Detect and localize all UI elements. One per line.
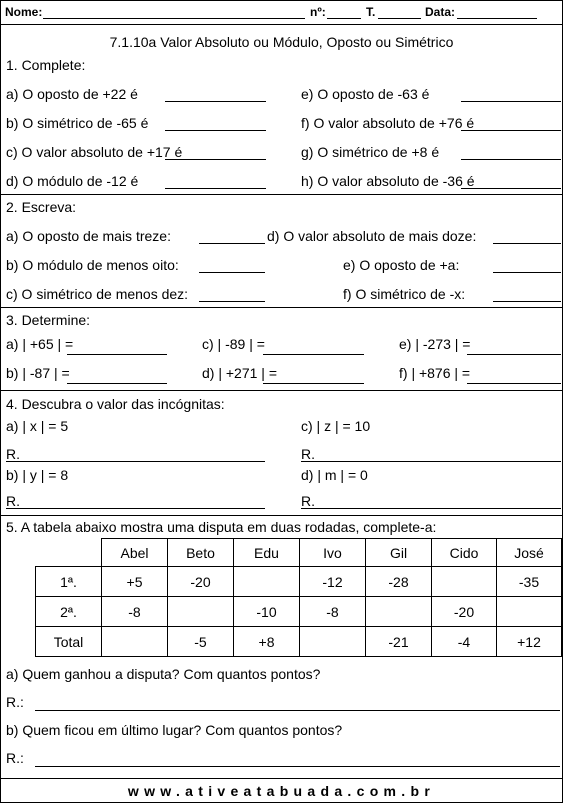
answer-line-a[interactable] [35,710,560,711]
class-label: T. [366,5,376,19]
table-cell[interactable] [366,597,432,627]
s1-answer-c[interactable] [165,159,266,160]
s4-answer-b[interactable] [6,508,265,509]
s3-answer-b[interactable] [67,383,167,384]
s3-item-e: e) | -273 | = [399,336,471,352]
section2-heading: 2. Escreva: [6,199,77,215]
s3-answer-a[interactable] [67,354,167,355]
footer-website: www.ativeatabuada.com.br [127,783,436,799]
s3-item-a: a) | +65 | = [6,336,74,352]
s1-item-e: e) O oposto de -63 é [301,86,430,102]
s3-item-b: b) | -87 | = [6,365,70,381]
s4-answer-c[interactable] [301,461,561,462]
name-label: Nome: [5,5,43,19]
section-divider [1,194,562,195]
s2-item-d: d) O valor absoluto de mais doze: [267,228,477,244]
s2-item-c: c) O simétrico de menos dez: [6,286,189,302]
table-header-cell: Gil [366,539,432,567]
s1-answer-a[interactable] [165,101,266,102]
s2-answer-b[interactable] [199,272,265,273]
table-cell[interactable]: -20 [432,597,497,627]
s3-answer-e[interactable] [467,354,561,355]
s1-answer-b[interactable] [165,130,266,131]
page-title: 7.1.10a Valor Absoluto ou Módulo, Oposto ou Simétrico [109,34,454,50]
table-header-cell: José [497,539,562,567]
s1-answer-d[interactable] [165,188,266,189]
s2-answer-f[interactable] [493,301,561,302]
s4-item-c: c) | z | = 10 [301,418,371,434]
table-cell[interactable] [497,597,562,627]
s3-answer-f[interactable] [467,383,561,384]
table-cell[interactable] [234,567,300,597]
s1-answer-f[interactable] [461,130,561,131]
s4-answer-label-b: R. [6,493,20,509]
s2-answer-e[interactable] [493,272,561,273]
s2-item-f: f) O simétrico de -x: [343,286,466,302]
section-divider [1,390,562,391]
s4-answer-a[interactable] [6,461,265,462]
s1-item-c: c) O valor absoluto de +17 é [6,144,183,160]
class-field[interactable] [378,18,421,19]
table-cell[interactable] [102,627,168,657]
s4-item-d: d) | m | = 0 [301,467,368,483]
table-cell[interactable]: -4 [432,627,497,657]
s3-item-d: d) | +271 | = [202,365,277,381]
table-cell[interactable]: -35 [497,567,562,597]
table-cell[interactable]: +12 [497,627,562,657]
section3-heading: 3. Determine: [6,312,91,328]
table-cell[interactable]: -20 [168,567,234,597]
table-corner [36,539,102,567]
question-b: b) Quem ficou em último lugar? Com quantos pontos? [6,722,343,738]
s1-answer-h[interactable] [461,188,561,189]
table-cell[interactable]: -8 [102,597,168,627]
table-cell[interactable] [168,597,234,627]
header-divider [1,24,562,25]
table-header-cell: Abel [102,539,168,567]
table-cell[interactable]: -8 [300,597,366,627]
name-field[interactable] [43,18,305,19]
section5-heading: 5. A tabela abaixo mostra uma disputa em duas rodadas, complete-a: [6,519,437,535]
s2-item-e: e) O oposto de +a: [343,257,460,273]
table-cell[interactable]: +5 [102,567,168,597]
table-cell[interactable]: -28 [366,567,432,597]
question-a: a) Quem ganhou a disputa? Com quantos pontos? [6,666,321,682]
answer-line-b[interactable] [35,766,560,767]
table-header-cell: Cido [432,539,497,567]
number-label: nº: [310,5,326,19]
s4-item-a: a) | x | = 5 [6,418,69,434]
table-row-label: 2ª. [36,597,102,627]
s4-answer-label-d: R. [301,493,315,509]
s2-item-a: a) O oposto de mais treze: [6,228,171,244]
answer-label-a: R.: [6,694,24,710]
table-header-cell: Beto [168,539,234,567]
table-header-row [36,539,562,567]
answer-label-b: R.: [6,750,24,766]
table-cell[interactable]: -21 [366,627,432,657]
section4-heading: 4. Descubra o valor das incógnitas: [6,396,225,412]
number-field[interactable] [327,18,361,19]
s2-answer-a[interactable] [199,243,265,244]
table-row [36,597,562,627]
s4-item-b: b) | y | = 8 [6,467,69,483]
section1-heading: 1. Complete: [6,57,86,73]
table-row [36,627,562,657]
s3-answer-d[interactable] [263,383,364,384]
s1-answer-g[interactable] [461,159,561,160]
s2-item-b: b) O módulo de menos oito: [6,257,179,273]
table-cell[interactable]: +8 [234,627,300,657]
s4-answer-label-a: R. [6,446,20,462]
s3-item-f: f) | +876 | = [399,365,471,381]
table-row-label: Total [36,627,102,657]
s1-item-b: b) O simétrico de -65 é [6,115,149,131]
s1-item-d: d) O módulo de -12 é [6,173,139,189]
footer-divider [1,778,562,779]
score-table [35,538,562,657]
s4-answer-label-c: R. [301,446,315,462]
date-field[interactable] [457,18,537,19]
s3-answer-c[interactable] [263,354,364,355]
table-cell[interactable] [300,627,366,657]
table-cell[interactable]: -10 [234,597,300,627]
s2-answer-c[interactable] [199,301,265,302]
s3-item-c: c) | -89 | = [202,336,265,352]
table-header-cell: Ivo [300,539,366,567]
date-label: Data: [425,5,456,19]
s1-item-f: f) O valor absoluto de +76 é [301,115,475,131]
s1-item-h: h) O valor absoluto de -36 é [301,173,475,189]
section-divider [1,307,562,308]
table-cell[interactable]: -5 [168,627,234,657]
s1-answer-e[interactable] [461,101,561,102]
s1-item-g: g) O simétrico de +8 é [301,144,440,160]
table-header-cell: Edu [234,539,300,567]
table-row [36,567,562,597]
s1-item-a: a) O oposto de +22 é [6,86,138,102]
table-cell[interactable] [432,567,497,597]
s2-answer-d[interactable] [493,243,561,244]
table-cell[interactable]: -12 [300,567,366,597]
table-row-label: 1ª. [36,567,102,597]
section-divider [1,515,562,516]
s4-answer-d[interactable] [301,508,561,509]
